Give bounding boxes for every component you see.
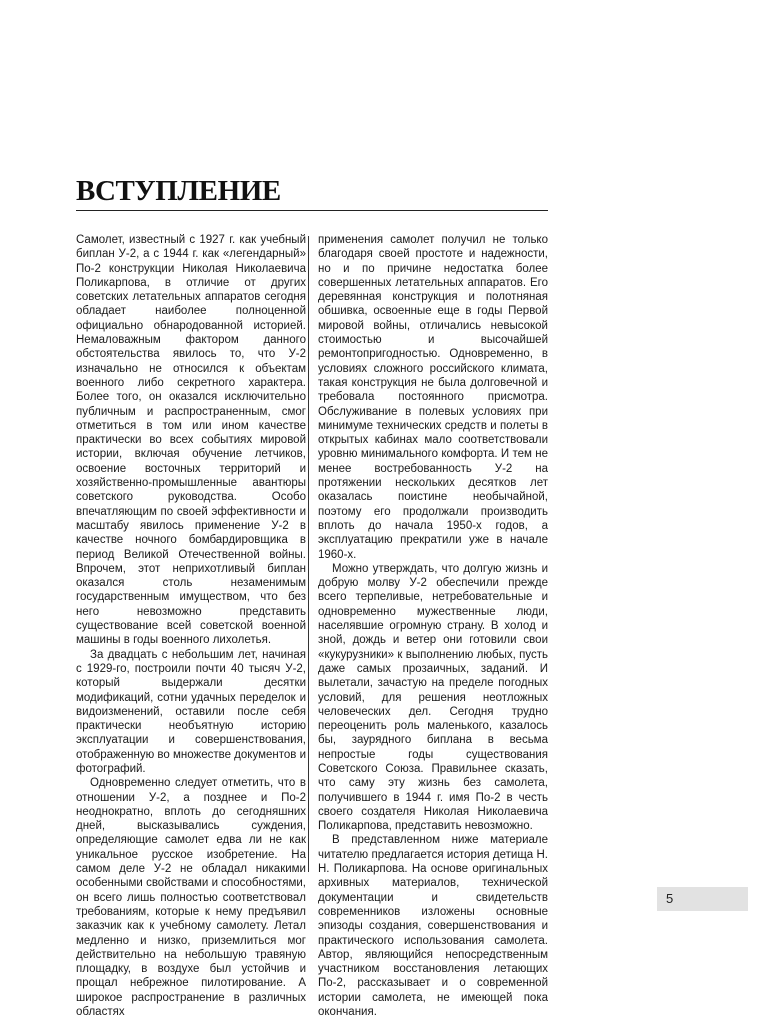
paragraph: За двадцать с небольшим лет, начиная с 1929-го, построили почти 40 тысяч У-2, который выдержали десятки модификаций, сотни удачных переделок и видоизменений, оставили после себя практически необъятную историю эксплуатации и совершенствования, отображенную во множестве документов и фотографий. xyxy=(76,648,306,775)
paragraph: Одновременно следует отметить, что в отношении У-2, а позднее и По-2 неоднократно, вплоть до сегодняшних дней, высказывались суждения, определяющие самолет едва ли не как уникальное русское изобретение. На самом деле У-2 не обладал никакими особенными свойствами и способностями, он всего лишь полностью соответствовал требованиям, которые к нему предъявил заказчик как к учебному самолету. Летал медленно и низко, приземлиться мог действительно на небольшую травяную площадку, в воздухе был устойчив и прощал небрежное пилотирование. А широкое распространение в различных областях xyxy=(76,777,306,1019)
page-number: 5 xyxy=(666,891,674,906)
paragraph: В представленном ниже материале читателю предлагается история детища Н. Н. Поликарпова. На основе оригинальных архивных материалов, технической документации и свидетельств современников изложены основные эпизоды создания, совершенствования и практического использования самолета. Автор, являющийся непосредственным участником восстановления летающих По-2, рассказывает и о современной истории самолета, не имеющей пока окончания. xyxy=(318,834,548,1019)
paragraph: применения самолет получил не только благодаря своей простоте и надежности, но и по причине недостатка более совершенных летательных аппаратов. Его деревянная конструкция и полотняная обшивка, освоенные еще в годы Первой мировой войны, отличались невысокой стоимостью и высочайшей ремонтопригодностью. Одновременно, в условиях сложного российского климата, такая конструкция не была долговечной и требовала постоянного присмотра. Обслуживание в полевых условиях при минимуме технических средств и полеты в открытых кабинах мало соответствовали уровню минимального комфорта. И тем не менее востребованность У-2 на протяжении нескольких десятков лет оказалась поистине необычайной, поэтому его продолжали производить вплоть до начала 1950-х годов, а эксплуатацию прекратили уже в начале 1960-х. xyxy=(318,234,548,561)
column-divider xyxy=(308,236,309,872)
left-column xyxy=(76,233,306,1019)
paragraph: Самолет, известный с 1927 г. как учебный биплан У-2, а с 1944 г. как «легендарный» По-2 конструкции Николая Николаевича Поликарпова, в отличие от других советских летательных аппаратов сегодня обладает наиболее полноценной официально обнародованной историей. Немаловажным фактором данного обстоятельства явилось то, что У-2 изначально не относился к объектам военного либо секретного характера. Более того, он оказался исключительно публичным и распространенным, смог отметиться в том или ином качестве практически во всех событиях мировой истории, включая обучение летчиков, освоение восточных территорий и хозяйственно-промышленные авантюры советского руководства. Особо впечатляющим по своей эффективности и масштабу явилось применение У-2 в качестве ночного бомбардировщика в период Великой Отечественной войны. Впрочем, этот неприхотливый биплан оказался столь незаменимым государственным имуществом, что без него невозможно представить существование всей советской военной машины в годы военного лихолетья. xyxy=(76,234,306,647)
title-rule xyxy=(76,210,548,211)
page-title: ВСТУПЛЕНИЕ xyxy=(76,175,281,207)
right-column xyxy=(318,233,548,1019)
page-number-box xyxy=(657,887,748,911)
paragraph: Можно утверждать, что долгую жизнь и добрую молву У-2 обеспечили прежде всего терпеливые, нетребовательные и одновременно мужественные люди, населявшие огромную страну. В холод и зной, дождь и ветер они готовили свои «кукурузники» к выполнению любых, пусть даже самых прозаичных, заданий. И вылетали, зачастую на пределе погодных условий, для решения неотложных человеческих дел. Сегодня трудно переоценить роль маленького, казалось бы, заурядного биплана в весьма непростые годы существования Советского Союза. Правильнее сказать, что саму эту жизнь без самолета, получившего в 1944 г. имя По-2 в честь своего создателя Николая Николаевича Поликарпова, представить невозможно. xyxy=(318,562,548,833)
